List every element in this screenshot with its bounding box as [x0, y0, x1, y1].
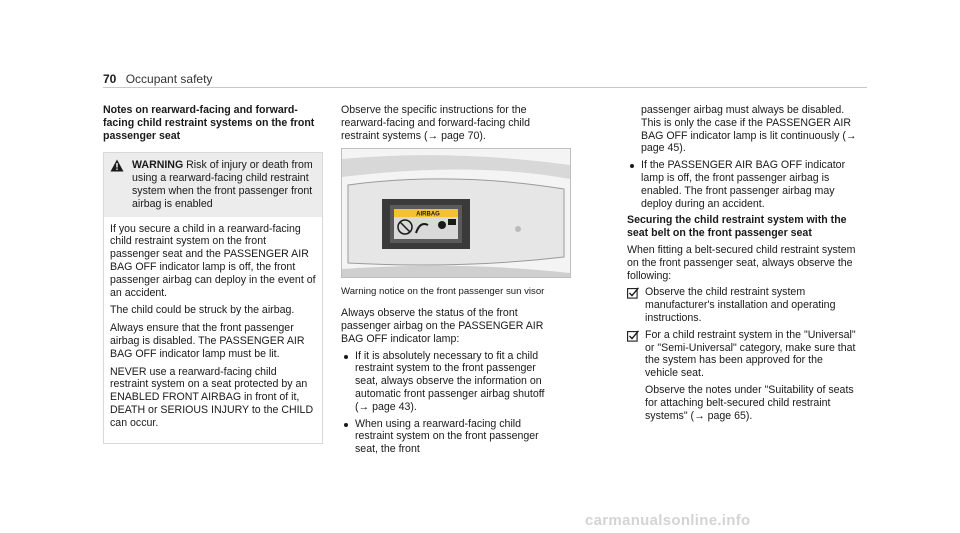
bullet-icon: [344, 423, 348, 427]
figure-caption: Warning notice on the front passenger sun visor: [341, 286, 545, 298]
column-left: [103, 104, 323, 444]
bullet-list: [341, 350, 561, 456]
warning-box: [103, 152, 323, 443]
intro-text: Observe the specific instructions for the rearward-facing and forward-facing child restraint systems (→ page 70).: [341, 104, 531, 142]
checkbox-check-icon: [627, 330, 639, 346]
note-text: Observe the notes under "Suitability of seats for attaching belt-secured child restraint systems" (→ page 65).: [645, 383, 854, 422]
warning-label: WARNING: [132, 159, 184, 172]
list-item: When using a rearward-facing child restraint system on the front passenger seat, the front: [341, 418, 561, 456]
warning-para: Always ensure that the front passenger airbag is disabled. The PASSENGER AIR BAG OFF indicator lamp must be lit.: [110, 322, 305, 360]
warning-text: [132, 159, 316, 210]
body-text: When fitting a belt-secured child restraint system on the front passenger seat, always observe the following:: [627, 243, 856, 282]
checklist-item: Observe the child restraint system manufacturer's installation and operating instructions.: [627, 286, 857, 324]
section-title: Occupant safety: [125, 72, 213, 86]
column-middle: [341, 104, 561, 460]
header-rule: [103, 87, 867, 88]
body-text: Always observe the status of the front passenger airbag on the PASSENGER AIR BAG OFF indicator lamp:: [341, 307, 544, 345]
checklist-item: For a child restraint system in the "Universal" or "Semi-Universal" category, make sure that the system has been approved for the vehicle seat.: [627, 329, 857, 380]
section-heading: Securing the child restraint system with the seat belt on the front passenger seat: [627, 214, 847, 240]
sun-visor-figure: [341, 148, 571, 278]
bullet-list: [627, 159, 857, 210]
section-heading: Notes on rearward-facing and forward-facing child restraint systems on the front passenger seat: [103, 104, 315, 142]
warning-para: The child could be struck by the airbag.: [110, 304, 295, 317]
list-item: If the PASSENGER AIR BAG OFF indicator lamp is off, the front passenger airbag is enabled. The front passenger airbag may deploy during an accident.: [627, 159, 857, 210]
checkbox-check-icon: [627, 287, 639, 303]
warning-body: [104, 217, 322, 443]
list-item: If it is absolutely necessary to fit a child restraint system to the front passenger seat, always observe the information on automatic front passenger airbag shutoff (→ page 43).: [341, 350, 561, 414]
figure-label: AIRBAG: [416, 211, 440, 218]
continued-text: passenger airbag must always be disabled. This is only the case if the PASSENGER AIR BAG OFF indicator lamp is lit continuously (→ page 45).: [641, 104, 857, 155]
bullet-icon: [630, 164, 634, 168]
column-right: [627, 104, 857, 426]
warning-title: Risk of injury or death from using a rearward-facing child restraint system when the front passenger front airbag is enabled: [132, 159, 313, 210]
bullet-icon: [344, 355, 348, 359]
warning-para: NEVER use a rearward-facing child restraint system on a seat protected by an ENABLED FRONT AIRBAG in front of it, DEATH or SERIOUS INJURY to the CHILD can occur.: [110, 365, 314, 429]
warning-triangle-icon: [110, 159, 132, 210]
warning-para: If you secure a child in a rearward-facing child restraint system on the front passenger seat and the PASSENGER AIR BAG OFF indicator lamp is off, the front passenger airbag can deploy in the event of an accident.: [110, 222, 316, 299]
warning-header: [104, 153, 322, 216]
page-header: [103, 72, 212, 86]
watermark-logo: carmanualsonline.info: [585, 512, 751, 529]
page-number: 70: [103, 72, 117, 86]
